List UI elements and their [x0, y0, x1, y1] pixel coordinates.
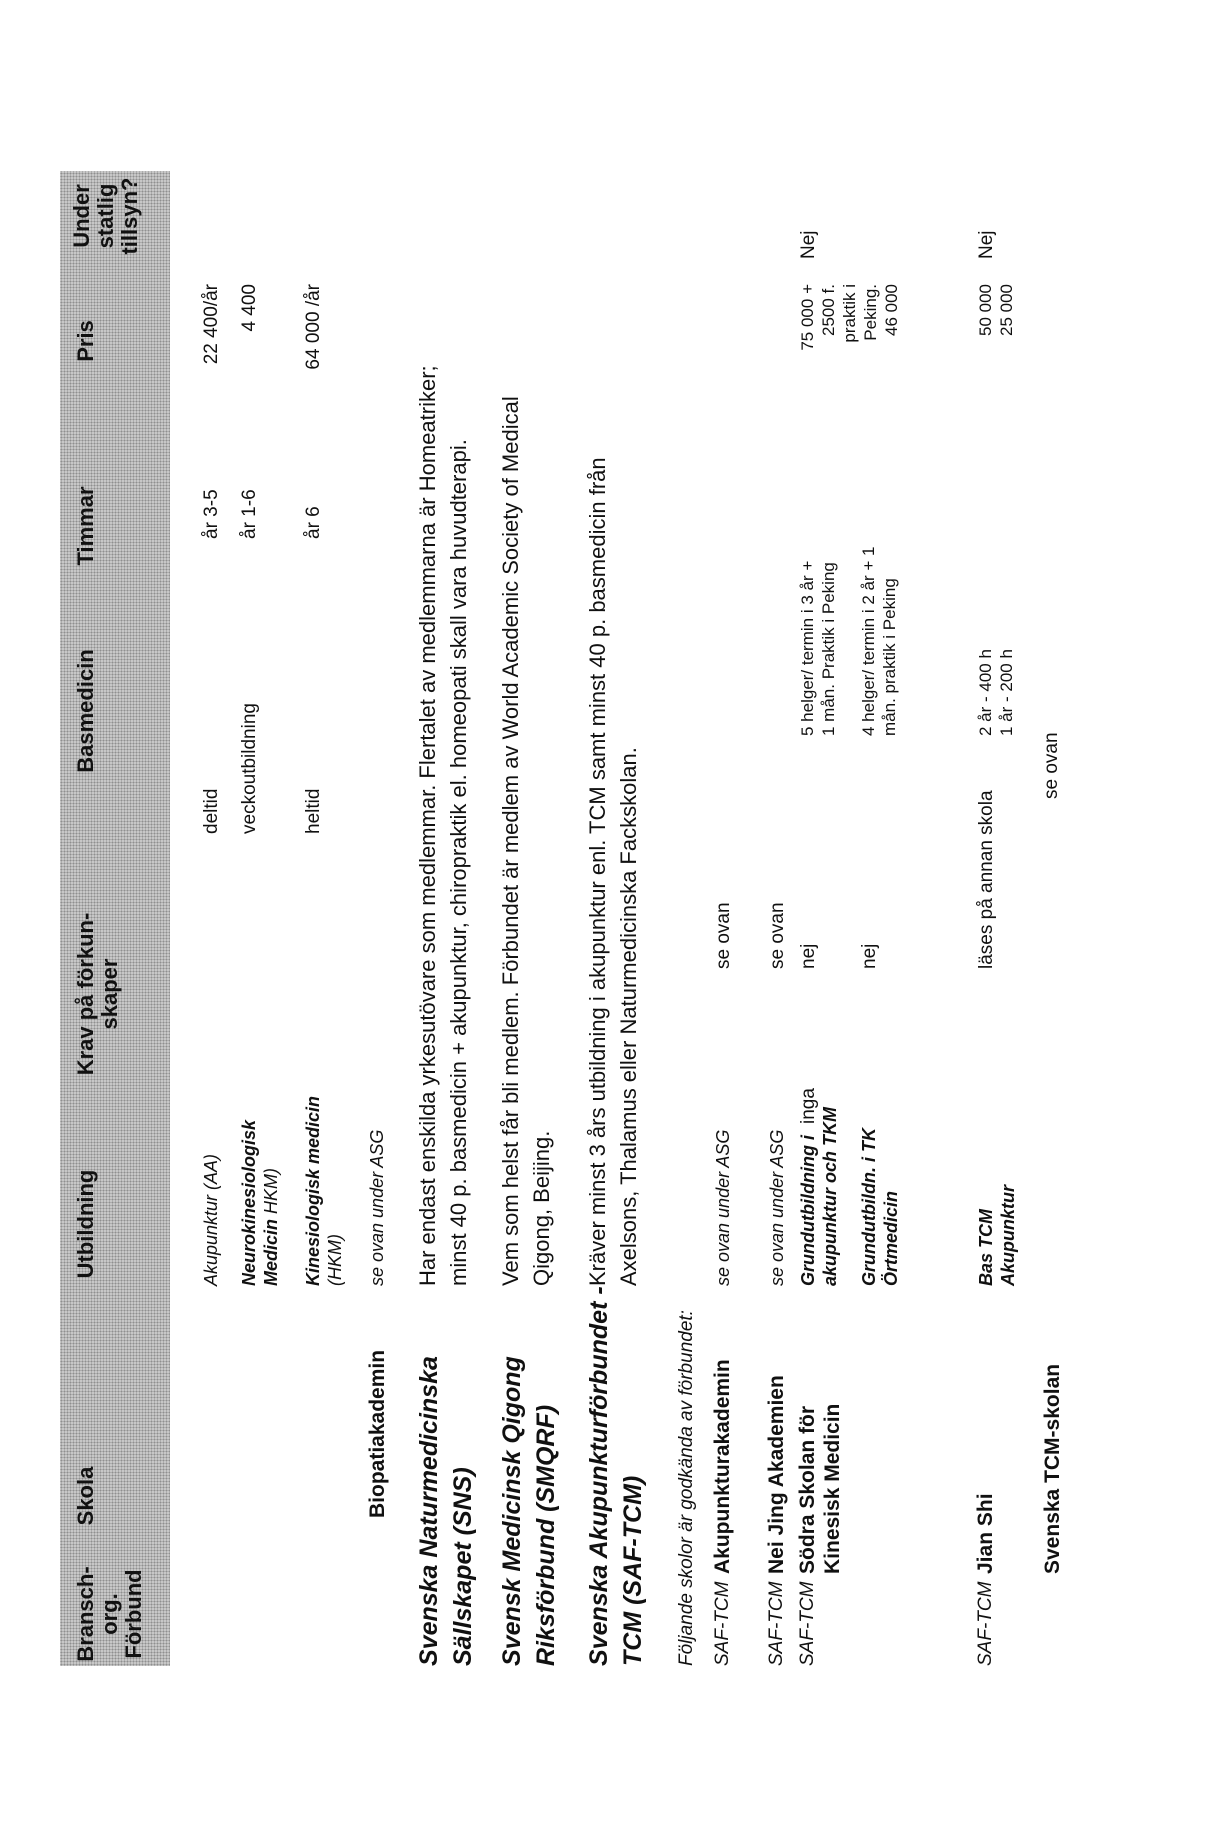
- table-header-band: [60, 171, 170, 1666]
- school2-utbildning: se ovan under ASG: [767, 1129, 787, 1286]
- header-timmar: Timmar: [73, 486, 98, 566]
- row2-basmedicin: veckoutbildning: [239, 703, 260, 834]
- biopati-skola: Biopatiakademin: [366, 1349, 389, 1518]
- school4-timmar: 2 år - 400 h 1 år - 200 h: [976, 649, 1016, 736]
- school3-tillsyn: Nej: [798, 230, 819, 259]
- school1-org: SAF-TCM: [712, 1581, 733, 1666]
- header-tillsyn: Under statlig tillsyn?: [69, 177, 142, 255]
- row1-pris: 22 400/år: [201, 284, 222, 365]
- header-pris: Pris: [73, 320, 98, 362]
- header-krav: Krav på förkun- skaper: [73, 912, 122, 1076]
- saf-name: Svenska Akupunkturförbundet - TCM (SAF-TCM): [585, 1286, 647, 1666]
- school4-skola: Jian Shi: [974, 1493, 997, 1574]
- school3-krav: inga: [798, 1088, 819, 1124]
- school3-basmedicin-b: nej: [859, 943, 880, 969]
- header-basmedicin: Basmedicin: [73, 649, 98, 773]
- row1-utbildning: Akupunktur (AA): [201, 1153, 221, 1286]
- school1-basmedicin: se ovan: [713, 902, 734, 969]
- row2-utbildning-line2: Medicin HKM): [261, 1167, 281, 1286]
- school3-utbildning: Grundutbildning i akupunktur och TKM: [798, 1107, 840, 1286]
- row3-utbildning: Kinesiologisk medicin: [303, 1095, 323, 1286]
- school4-tillsyn: Nej: [976, 230, 997, 259]
- school4-utbildning: Bas TCM Akupunktur: [976, 1185, 1018, 1286]
- school5-basmedicin: se ovan: [1041, 732, 1062, 799]
- school2-basmedicin: se ovan: [767, 902, 788, 969]
- school1-utbildning: se ovan under ASG: [713, 1129, 733, 1286]
- row3-utbildning-line2: (HKM): [325, 1234, 345, 1286]
- school4-basmedicin: läses på annan skola: [976, 790, 997, 969]
- sns-desc: Har endast enskilda yrkesutövare som medlemmar. Flertalet av medlemmarna är Homeatriker; minst 40 p. basmedicin + akupunktur, chiropraktik el. homeopati skall vara huvudterapi.: [415, 365, 471, 1286]
- school3-basmedicin: nej: [798, 943, 819, 969]
- school4-pris: 50 000 25 000: [976, 284, 1016, 336]
- sns-name: Svenska Naturmedicinska Sällskapet (SNS): [415, 1356, 477, 1666]
- header-bransch: Bransch- org. Förbund: [73, 1566, 146, 1662]
- school1-skola: Akupunkturakademin: [711, 1359, 734, 1574]
- school5-skola: Svenska TCM-skolan: [1041, 1363, 1064, 1574]
- header-skola: Skola: [73, 1466, 98, 1526]
- school3-pris: 75 000 + 2500 f. praktik i Peking. 46 000: [798, 284, 901, 351]
- school3-skola: Södra Skolan för Kinesisk Medicin: [796, 1403, 844, 1574]
- row1-timmar: år 3-5: [201, 489, 222, 539]
- row2-utbildning: Neurokinesiologisk: [239, 1119, 259, 1286]
- school3-utbildning-b: Grundutbildn. i TK Örtmedicin: [859, 1128, 901, 1286]
- school4-org: SAF-TCM: [975, 1581, 996, 1666]
- row1-basmedicin: deltid: [201, 788, 222, 834]
- approved-schools-note: Följande skolor är godkända av förbundet:: [676, 1310, 697, 1666]
- row3-basmedicin: heltid: [303, 788, 324, 834]
- school2-org: SAF-TCM: [766, 1581, 787, 1666]
- smqrf-desc: Vem som helst får bli medlem. Förbundet är medlem av World Academic Society of Medical Qigong, Beijing.: [498, 396, 554, 1286]
- school3-timmar: 5 helger/ termin i 3 år + 1 mån. Praktik i Peking: [798, 560, 838, 736]
- school2-skola: Nei Jing Akademien: [765, 1375, 788, 1574]
- row2-timmar: år 1-6: [239, 489, 260, 539]
- row2-pris: 4 400: [239, 284, 260, 332]
- header-utbildning: Utbildning: [73, 1169, 98, 1279]
- smqrf-name: Svensk Medicinsk Qigong Riksförbund (SMQRF): [498, 1356, 560, 1666]
- biopati-utbildning: se ovan under ASG: [367, 1129, 387, 1286]
- row3-pris: 64 000 /år: [303, 284, 324, 370]
- row3-timmar: år 6: [303, 506, 324, 539]
- saf-desc: Kräver minst 3 års utbildning i akupunktur enl. TCM samt minst 40 p. basmedicin från Axelsons, Thalamus eller Naturmedicinska Fackskolan.: [585, 457, 641, 1286]
- school3-org: SAF-TCM: [797, 1581, 818, 1666]
- school3-timmar-b: 4 helger/ termin i 2 år + 1 mån. praktik i Peking: [859, 546, 899, 736]
